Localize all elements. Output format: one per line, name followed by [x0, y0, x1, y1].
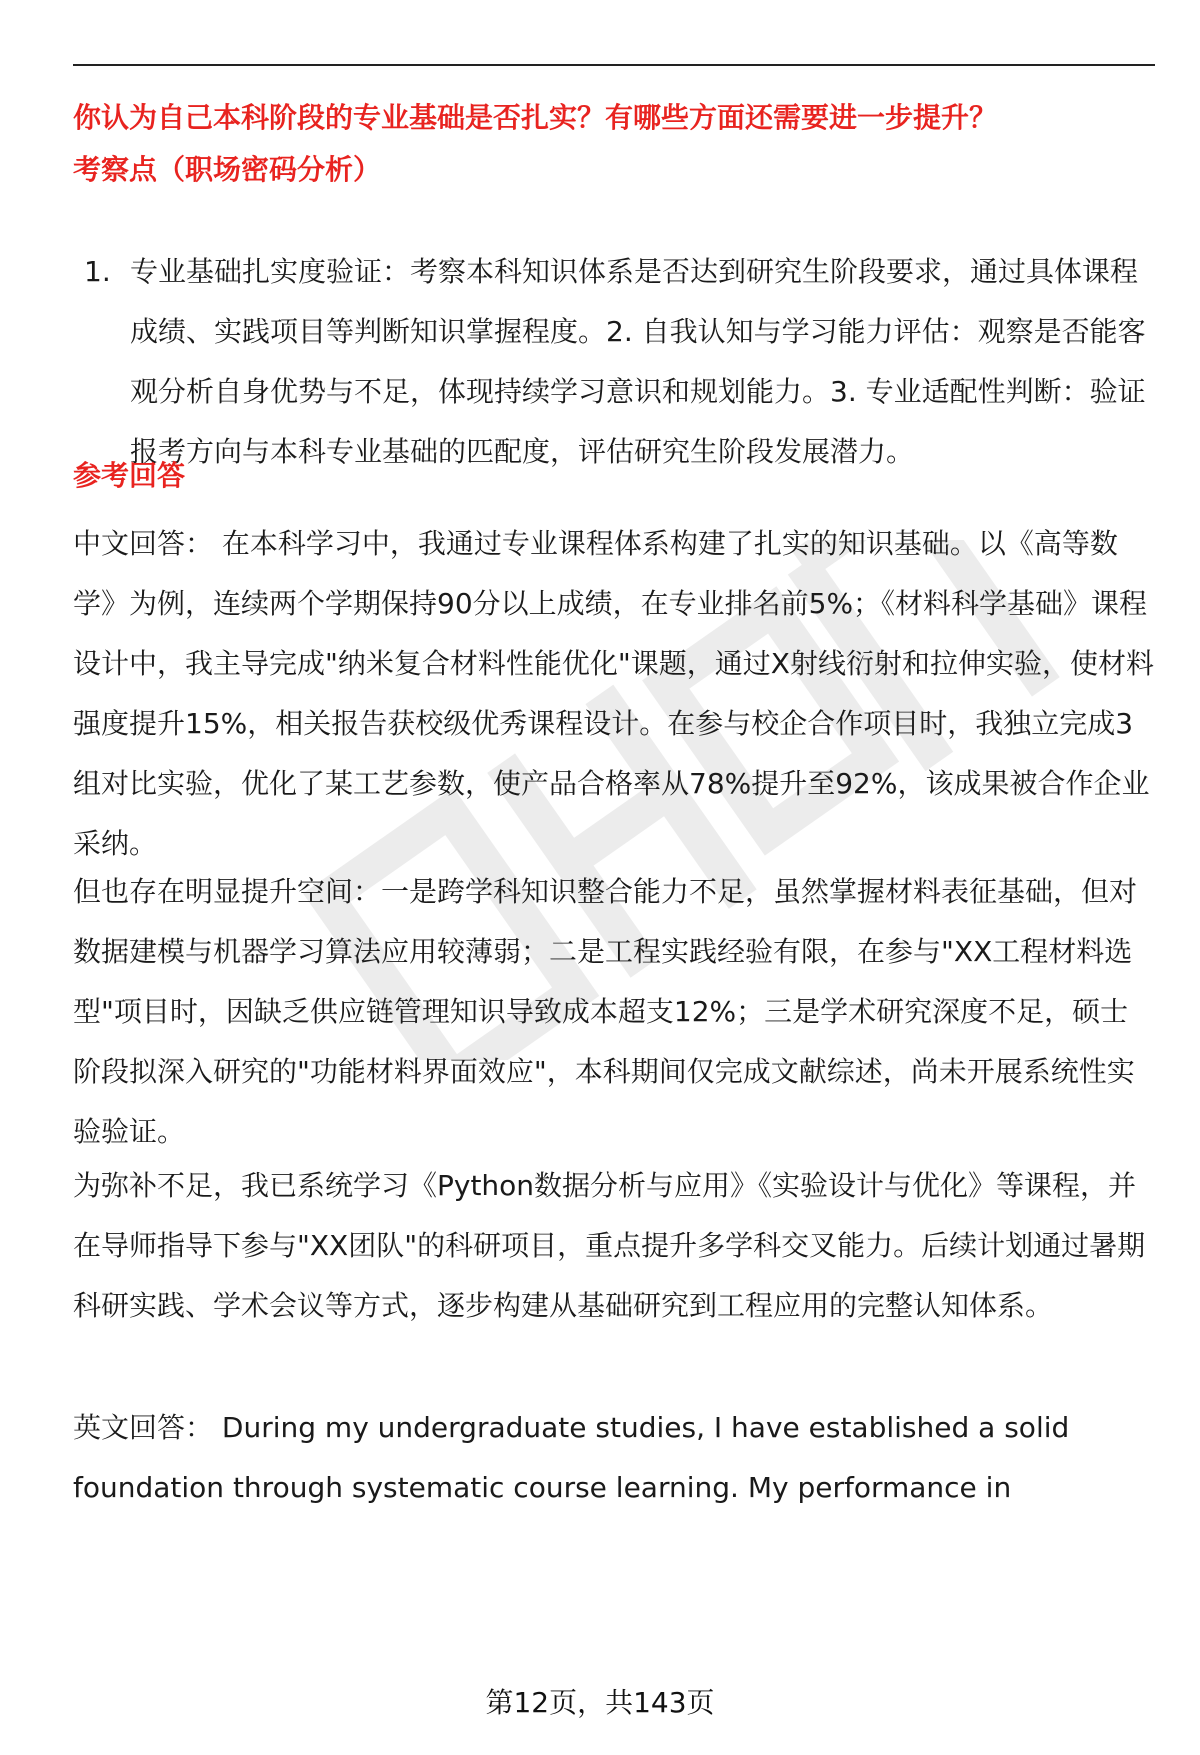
answer-paragraph-en: 英文回答： During my undergraduate studies, I have established a solid foundation through systematic course learning. My performance in	[73, 1411, 1070, 1504]
assessment-title: 考察点（职场密码分析）	[73, 153, 382, 186]
page-number: 第12页，共143页	[485, 1686, 715, 1719]
answer-paragraph-cn-3: 为弥补不足，我已系统学习《Python数据分析与应用》《实验设计与优化》等课程，并在导师指导下参与"XX团队"的科研项目，重点提升多学科交叉能力。后续计划通过暑期科研实践、学术会议等方式，逐步构建从基础研究到工程应用的完整认知体系。	[73, 1169, 1146, 1322]
assessment-text: 专业基础扎实度验证：考察本科知识体系是否达到研究生阶段要求，通过具体课程成绩、实践项目等判断知识掌握程度。2. 自我认知与学习能力评估：观察是否能客观分析自身优势与不足，体现持续学习意识和规划能力。3. 专业适配性判断：验证报考方向与本科专业基础的匹配度，评估研究生阶段发展潜力。	[130, 255, 1146, 468]
answer-paragraph-cn-1: 中文回答： 在本科学习中，我通过专业课程体系构建了扎实的知识基础。以《高等数学》为例，连续两个学期保持90分以上成绩，在专业排名前5%；《材料科学基础》课程设计中，我主导完成"纳米复合材料性能优化"课题，通过X射线衍射和拉伸实验，使材料强度提升15%，相关报告获校级优秀课程设计。在参与校企合作项目时，我独立完成3组对比实验，优化了某工艺参数，使产品合格率从78%提升至92%，该成果被合作企业采纳。	[73, 527, 1154, 860]
reference-title: 参考回答	[73, 459, 186, 492]
top-divider	[73, 64, 1155, 66]
list-number: 1.	[84, 255, 111, 288]
assessment-list	[84, 242, 1146, 482]
answer-paragraph-cn-2: 但也存在明显提升空间：一是跨学科知识整合能力不足，虽然掌握材料表征基础，但对数据建模与机器学习算法应用较薄弱；二是工程实践经验有限，在参与"XX工程材料选型"项目时，因缺乏供应链管理知识导致成本超支12%；三是学术研究深度不足，硕士阶段拟深入研究的"功能材料界面效应"，本科期间仅完成文献综述，尚未开展系统性实验验证。	[73, 875, 1138, 1148]
list-item	[84, 242, 1146, 482]
question-heading: 你认为自己本科阶段的专业基础是否扎实？有哪些方面还需要进一步提升？	[73, 101, 998, 134]
